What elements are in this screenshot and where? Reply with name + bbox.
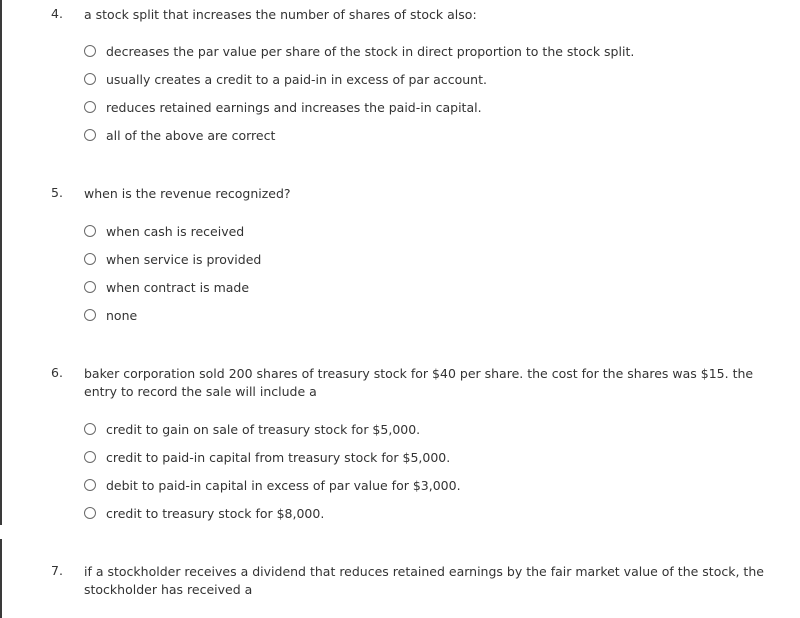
answer-option[interactable] — [84, 223, 244, 239]
answer-option[interactable] — [84, 279, 249, 295]
answer-option-label[interactable]: credit to treasury stock for $8,000. — [106, 505, 325, 521]
answer-option[interactable] — [84, 43, 634, 59]
radio-button-icon[interactable] — [84, 309, 96, 321]
answer-option-label[interactable]: credit to gain on sale of treasury stock for $5,000. — [106, 421, 421, 437]
answer-option[interactable] — [84, 99, 482, 115]
question-number: 4. — [51, 6, 63, 21]
answer-option-label[interactable]: when service is provided — [106, 251, 262, 267]
radio-button-icon[interactable] — [84, 507, 96, 519]
answer-option[interactable] — [84, 421, 420, 437]
question-number: 5. — [51, 185, 63, 200]
radio-button-icon[interactable] — [84, 451, 96, 463]
radio-button-icon[interactable] — [84, 423, 96, 435]
question-number: 7. — [51, 563, 63, 578]
question-text: when is the revenue recognized? — [84, 186, 291, 201]
answer-option-label[interactable]: usually creates a credit to a paid-in in excess of par account. — [106, 71, 487, 87]
answer-option-label[interactable]: when cash is received — [106, 223, 245, 239]
radio-button-icon[interactable] — [84, 129, 96, 141]
question-text: if a stockholder receives a dividend that reduces retained earnings by the fair market value of the stock, the stockholder has received a — [84, 564, 764, 597]
answer-option[interactable] — [84, 449, 450, 465]
answer-option-label[interactable]: when contract is made — [106, 279, 250, 295]
answer-option-label[interactable]: none — [106, 307, 138, 323]
answer-option[interactable] — [84, 505, 324, 521]
radio-button-icon[interactable] — [84, 73, 96, 85]
answer-option[interactable] — [84, 251, 261, 267]
answer-option-label[interactable]: all of the above are correct — [106, 127, 276, 143]
radio-button-icon[interactable] — [84, 281, 96, 293]
question-text: baker corporation sold 200 shares of treasury stock for $40 per share. the cost for the shares was $15. the entry to record the sale will include a — [84, 366, 754, 399]
question-text: a stock split that increases the number of shares of stock also: — [84, 7, 477, 22]
answer-option-label[interactable]: reduces retained earnings and increases the paid-in capital. — [106, 99, 482, 115]
answer-option-label[interactable]: credit to paid-in capital from treasury stock for $5,000. — [106, 449, 451, 465]
question-number: 6. — [51, 365, 63, 380]
answer-option[interactable] — [84, 477, 461, 493]
answer-option-label[interactable]: debit to paid-in capital in excess of par value for $3,000. — [106, 477, 461, 493]
radio-button-icon[interactable] — [84, 101, 96, 113]
radio-button-icon[interactable] — [84, 479, 96, 491]
radio-button-icon[interactable] — [84, 253, 96, 265]
left-border — [0, 0, 2, 618]
radio-button-icon[interactable] — [84, 225, 96, 237]
answer-option[interactable] — [84, 127, 275, 143]
answer-option[interactable] — [84, 71, 487, 87]
radio-button-icon[interactable] — [84, 45, 96, 57]
answer-option-label[interactable]: decreases the par value per share of the stock in direct proportion to the stock split. — [106, 43, 635, 59]
answer-option[interactable] — [84, 307, 137, 323]
